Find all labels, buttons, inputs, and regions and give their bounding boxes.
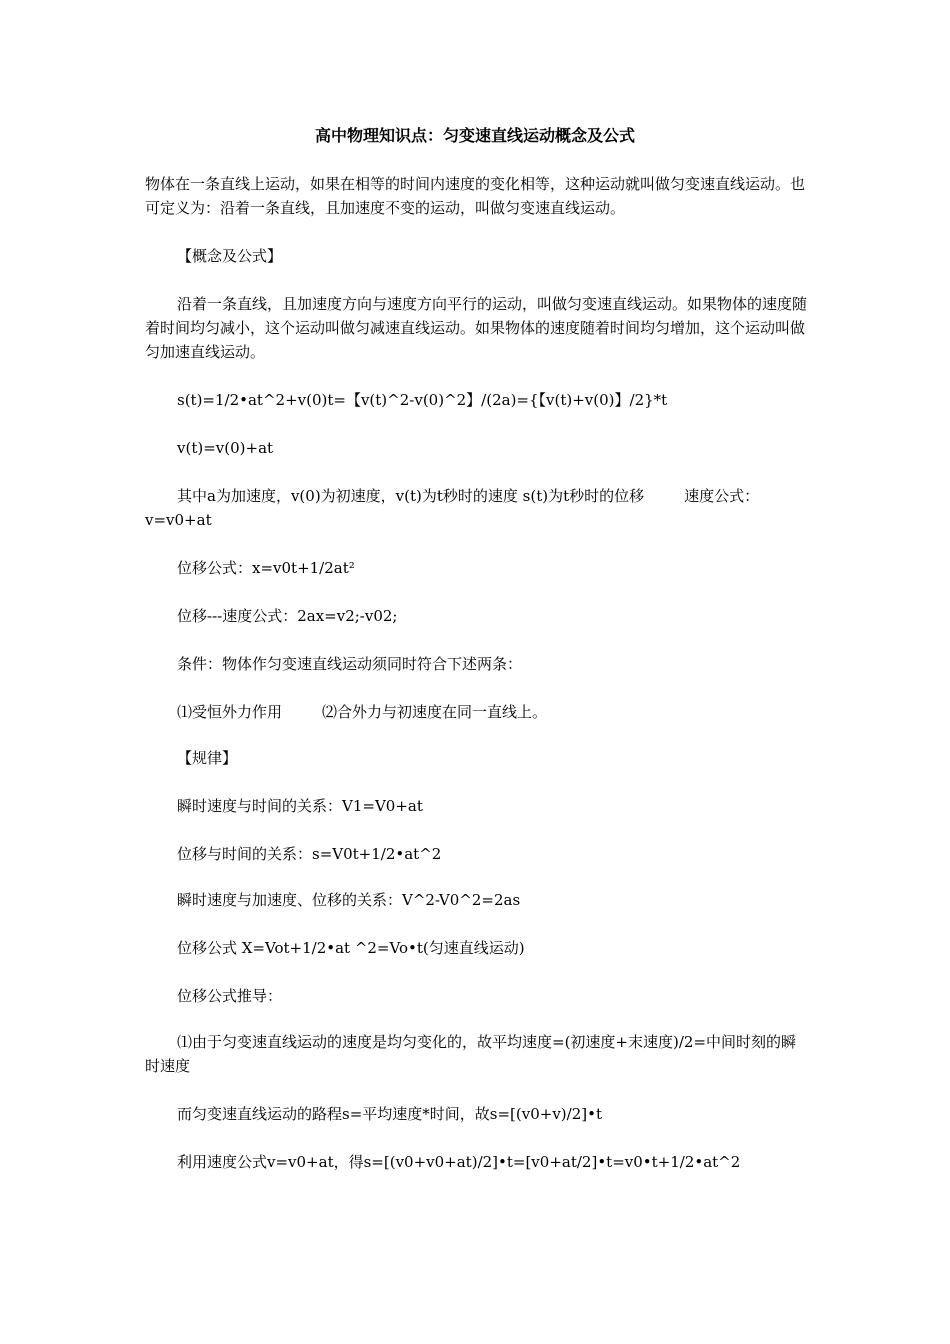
rule-displacement-formula: 位移公式 X=Vot+1/2•at ^2=Vo•t(匀速直线运动) [177,939,525,957]
rule-velocity-time: 瞬时速度与时间的关系：V1=V0+at [177,797,423,815]
variables-explanation-paragraph [145,484,810,532]
condition-2: ⑵合外力与初速度在同一直线上。 [322,703,548,721]
formula-velocity: v(t)=v(0)+at [177,439,274,457]
rule-velocity-acceleration-displacement: 瞬时速度与加速度、位移的关系：V^2-V0^2=2as [177,891,521,909]
condition-1: ⑴受恒外力作用 [177,703,283,721]
intro-paragraph: 物体在一条直线上运动，如果在相等的时间内速度的变化相等，这种运动就叫做匀变速直线运动。也可定义为：沿着一条直线，且加速度不变的运动，叫做匀变速直线运动。 [145,175,806,217]
displacement-velocity-formula: 位移---速度公式：2ax=v2;-v02; [177,607,398,625]
conditions-list [145,700,810,724]
conditions-intro: 条件：物体作匀变速直线运动须同时符合下述两条： [177,655,523,673]
derivation-step-2: 而匀变速直线运动的路程s=平均速度*时间，故s=[(v0+v)/2]•t [177,1105,602,1123]
derivation-title: 位移公式推导： [177,987,283,1005]
velocity-formula-text: 速度公式：v=v0+at [145,487,760,529]
formula-displacement-full: s(t)=1/2•at^2+v(0)t=【v(t)^2-v(0)^2】/(2a)={【v(t)+v(0)】/2}*t [177,391,668,409]
rule-displacement-time: 位移与时间的关系：s=V0t+1/2•at^2 [177,845,442,863]
derivation-step-3: 利用速度公式v=v0+at，得s=[(v0+v0+at)/2]•t=[v0+at/2]•t=v0•t+1/2•at^2 [177,1153,741,1171]
derivation-step-1: ⑴由于匀变速直线运动的速度是均匀变化的，故平均速度=(初速度+末速度)/2=中间时刻的瞬时速度 [145,1033,797,1075]
document-title: 高中物理知识点：匀变速直线运动概念及公式 [314,126,635,145]
variables-explanation: 其中a为加速度，v(0)为初速度，v(t)为t秒时的速度 s(t)为t秒时的位移 [177,487,645,505]
concept-paragraph: 沿着一条直线，且加速度方向与速度方向平行的运动，叫做匀变速直线运动。如果物体的速度随着时间均匀减小，这个运动叫做匀减速直线运动。如果物体的速度随着时间均匀增加，这个运动叫做匀加速直线运动。 [145,295,808,361]
displacement-formula: 位移公式：x=v0t+1/2at² [177,559,355,577]
section-heading-rules: 【规律】 [177,749,238,767]
section-heading-concept: 【概念及公式】 [177,247,283,265]
